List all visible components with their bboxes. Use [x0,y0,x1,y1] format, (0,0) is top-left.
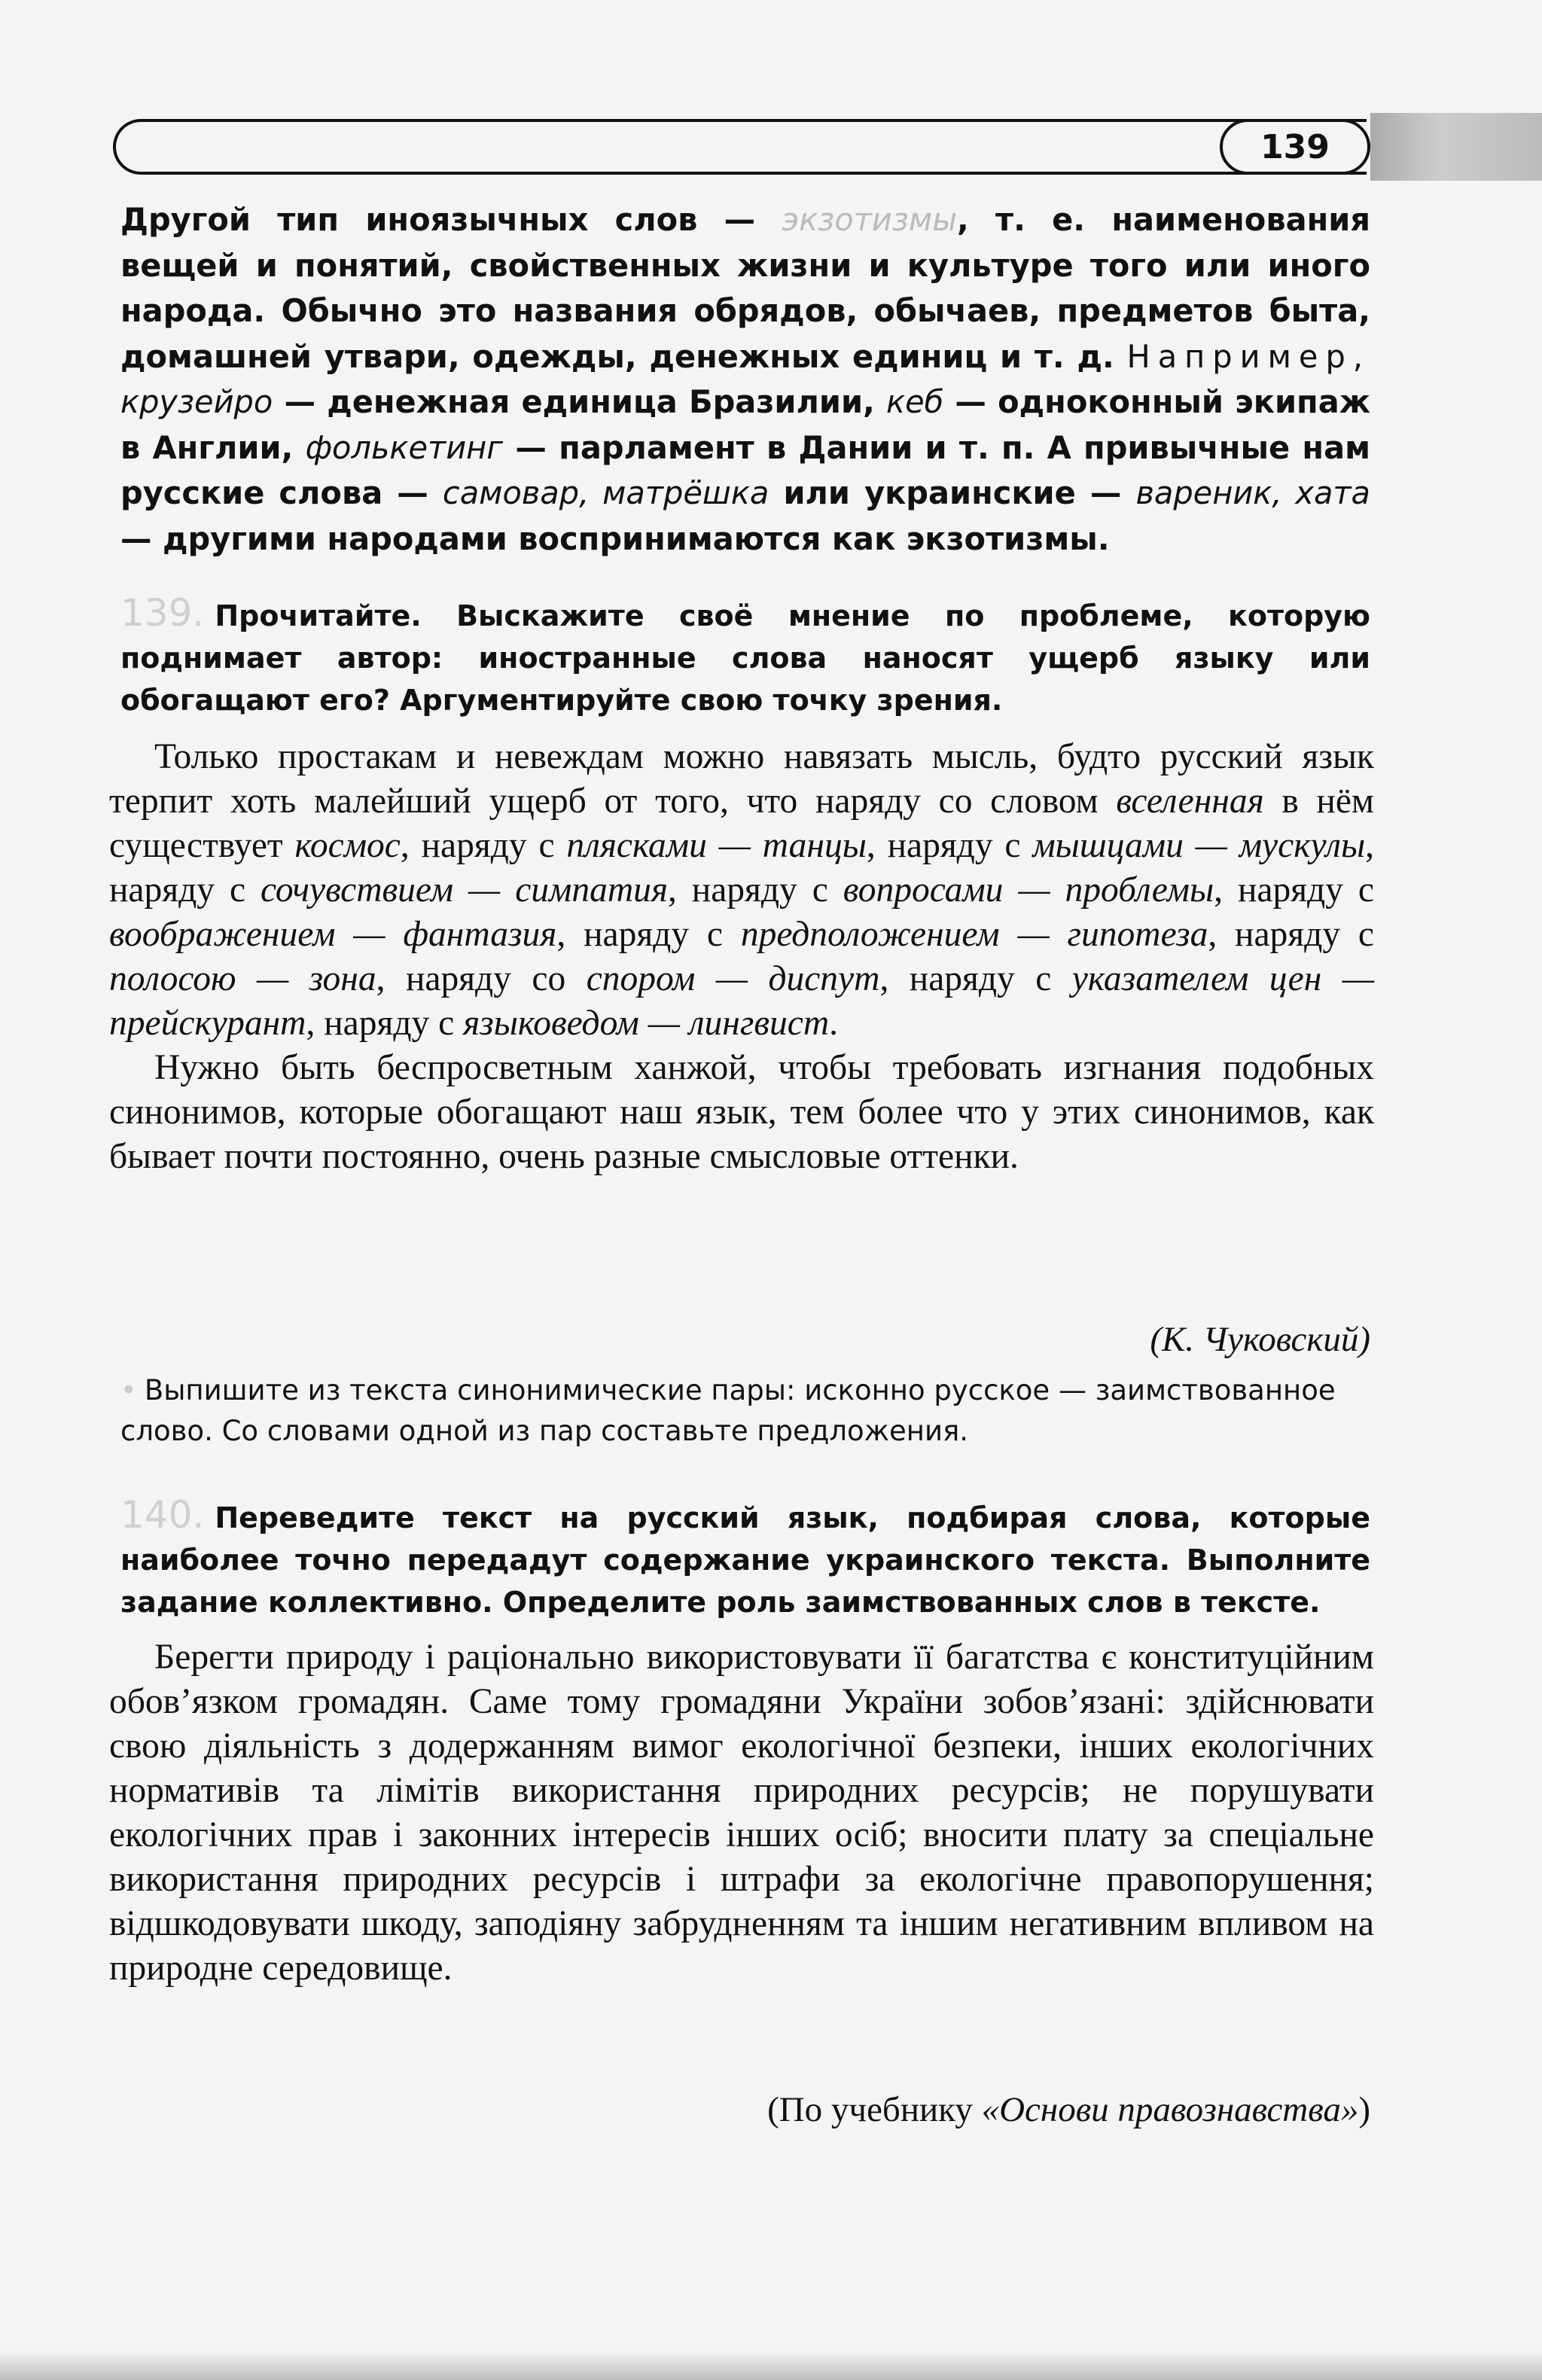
page-bottom-shading [0,2350,1542,2380]
for-example-spaced: Например, [1126,337,1370,375]
header-rule [113,119,1367,175]
page-corner-shading [1370,113,1542,181]
author-attribution: (К. Чуковский) [1150,1320,1370,1359]
chukovsky-text [109,735,1374,1179]
page-number: 139 [1220,119,1370,175]
source-attribution: (По учебнику «Основи правознавства») [767,2090,1370,2129]
task-140 [120,1494,1370,1623]
bullet-icon: • [120,1374,137,1406]
task-139 [120,592,1370,721]
task-number: 139. [120,591,205,635]
chukovsky-paragraph-1: Только простакам и невеждам можно навязать мысль, будто русский язык терпит хоть малейший ущерб от того, что наряду со словом вселенная в нём существует космос, наряду с плясками — танцы, наряду с мышцами — мускулы, наряду с сочувствием — симпатия, наряду с вопросами — проблемы, наряду с воображением — фантазия, наряду с предположением — гипотеза, наряду с полосою — зона, наряду со спором — диспут, наряду с указателем цен — прейскурант, наряду с языковедом — лингвист. [109,737,1375,1043]
ukrainian-text [109,1635,1374,1991]
intro-paragraph: Другой тип иноязычных слов — экзотизмы, т. е. наименования вещей и понятий, свойственных жизни и культуре того или иного народа. Обычно это названия обрядов, обычаев, предметов быта, домашней утвари, одежды, денежных единиц и т. д. Например, крузейро — денежная единица Бразилии, кеб — одноконный экипаж в Англии, фолькетинг — парламент в Дании и т. п. А привычные нам русские слова — самовар, матрёшка или украинские — вареник, хата — другими народами воспринимаются как экзотизмы. [120,201,1370,557]
ukrainian-paragraph: Берегти природу і раціонально використовувати її багатства є конституційним обов’язком громадян. Саме тому громадяни України зобов’язані: здійснювати свою діяльність з додержанням вимог екологічної безпеки, інших екологічних нормативів та лімітів використання природних ресурсів; не порушувати екологічних прав і законних інтересів інших осіб; вносити плату за спеціальне використання природних ресурсів і штрафи за екологічне правопорушення; відшкодовувати шкоду, заподіяну забрудненням та іншим негативним впливом на природне середовище. [109,1638,1374,1988]
chukovsky-paragraph-2: Нужно быть беспросветным ханжой, чтобы требовать изгнания подобных синонимов, которые обогащают наш язык, тем более что у этих синонимов, как бывает почти постоянно, очень разные смысловые оттенки. [109,1048,1374,1176]
term-exoticisms: экзотизмы [782,201,958,238]
note-139: • Выпишите из текста синонимические пары: исконно русское — заимствованное слово. Со словами одной из пар составьте предложения. [120,1374,1336,1447]
task-text: Прочитайте. Выскажите своё мнение по проблеме, которую поднимает автор: иностранные слова наносят ущерб языку или обогащают его? Аргументируйте свою точку зрения. [120,599,1370,717]
task-text: Переведите текст на русский язык, подбирая слова, которые наиболее точно передадут содержание украинского текста. Выполните задание коллективно. Определите роль заимствованных слов в тексте. [120,1501,1370,1619]
task-number: 140. [120,1493,205,1537]
